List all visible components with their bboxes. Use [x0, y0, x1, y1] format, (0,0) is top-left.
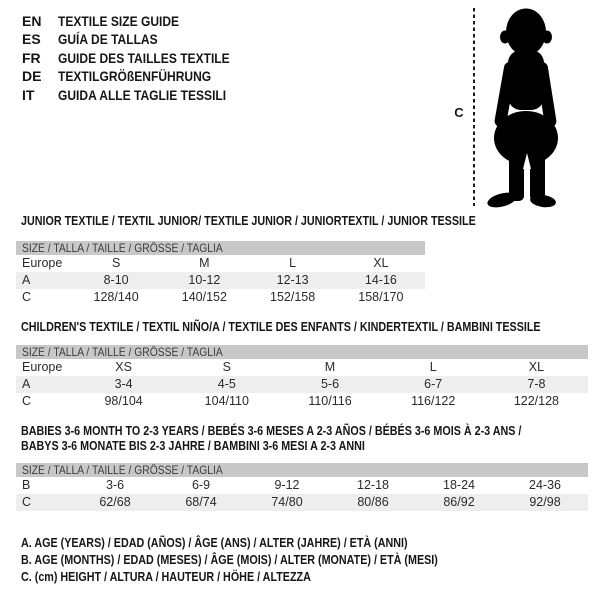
language-code: EN: [22, 13, 42, 29]
row-value: 10-12: [188, 273, 221, 287]
section-children: [16, 320, 588, 410]
language-row: [22, 49, 258, 67]
row-value: 158/170: [358, 290, 404, 304]
section-title-text: BABIES 3-6 MONTH TO 2-3 YEARS / BEBÉS 3-6 MESES A 2-3 AÑOS / BÉBÉS 3-6 MOIS À 2-3 ANS /: [21, 424, 522, 438]
row-value: L: [289, 256, 297, 270]
row-value: 140/152: [181, 290, 227, 304]
language-row: [22, 12, 258, 30]
table-row: [16, 477, 588, 494]
row-value: M: [199, 256, 210, 270]
footnote-text: B. AGE (MONTHS) / EDAD (MESES) / ÂGE (MOIS) / ALTER (MONATE) / ETÀ (MESI): [21, 553, 438, 567]
height-measure-label: C: [454, 105, 464, 120]
size-header-text: SIZE / TALLA / TAILLE / GRÖSSE / TAGLIA: [22, 345, 223, 359]
language-row: [22, 86, 258, 104]
row-value: 128/140: [93, 290, 139, 304]
row-value: XL: [373, 256, 389, 270]
row-value: 68/74: [185, 495, 217, 509]
row-label: A: [22, 377, 31, 391]
row-value: 98/104: [104, 394, 143, 408]
section-title-text: JUNIOR TEXTILE / TEXTIL JUNIOR/ TEXTILE JUNIOR / JUNIORTEXTIL / JUNIOR TESSILE: [21, 214, 476, 228]
row-value: 86/92: [443, 495, 475, 509]
language-row: [22, 67, 258, 85]
language-header: [22, 12, 258, 104]
size-header-bar: [16, 345, 588, 359]
row-value: 3-6: [105, 478, 125, 492]
row-value: 110/116: [308, 394, 352, 408]
row-label: Europe: [22, 360, 63, 374]
row-value: L: [429, 360, 437, 374]
row-value: 116/122: [411, 394, 456, 408]
table-row: [16, 393, 588, 410]
language-guide-title: TEXTILGRÖßENFÜHRUNG: [58, 68, 212, 85]
row-value: 74/80: [271, 495, 303, 509]
table-row: [16, 289, 425, 306]
size-header-bar: [16, 241, 425, 255]
footnote-line: [16, 535, 506, 552]
height-measure-line: [473, 8, 475, 206]
row-value: S: [222, 360, 231, 374]
table-row: [16, 376, 588, 393]
footnote-text: A. AGE (YEARS) / EDAD (AÑOS) / ÂGE (ANS) / ALTER (JAHRE) / ETÀ (ANNI): [21, 536, 408, 550]
row-value: 122/128: [513, 394, 559, 408]
footnote-text: C. (cm) HEIGHT / ALTURA / HAUTEUR / HÖHE / ALTEZZA: [21, 570, 311, 584]
row-value: 12-18: [357, 478, 389, 492]
row-label: C: [22, 495, 32, 509]
section-title: [16, 214, 476, 229]
toddler-silhouette-icon: [480, 4, 572, 210]
section-babies: [16, 424, 588, 511]
row-value: 6-7: [424, 377, 443, 391]
section-title-text: CHILDREN'S TEXTILE / TEXTIL NIÑO/A / TEXTILE DES ENFANTS / KINDERTEXTIL / BAMBINI TESSILE: [21, 320, 541, 334]
language-guide-title: GUIDE DES TAILLES TEXTILE: [58, 49, 230, 66]
row-value: 24-36: [529, 478, 561, 492]
language-guide-title: TEXTILE SIZE GUIDE: [58, 13, 180, 29]
row-value: 9-12: [274, 478, 300, 492]
row-value: XL: [528, 360, 545, 374]
language-code: IT: [22, 86, 35, 103]
row-label: C: [22, 394, 32, 408]
language-code: ES: [22, 31, 41, 48]
table-row: [16, 494, 588, 511]
row-value: 18-24: [443, 478, 475, 492]
size-table: [16, 463, 588, 511]
row-label: C: [22, 290, 32, 304]
footnote-line: [16, 569, 506, 586]
row-value: 12-13: [276, 273, 309, 287]
language-guide-title: GUÍA DE TALLAS: [58, 31, 158, 48]
section-junior: [16, 214, 476, 306]
footnote-line: [16, 552, 506, 569]
table-row: [16, 359, 588, 376]
row-value: XS: [115, 360, 132, 374]
language-row: [22, 30, 258, 48]
language-code: FR: [22, 49, 41, 66]
legend-footnotes: [16, 535, 506, 586]
size-header-text: SIZE / TALLA / TAILLE / GRÖSSE / TAGLIA: [22, 463, 223, 477]
row-value: 5-6: [320, 377, 340, 391]
row-label: Europe: [22, 256, 63, 270]
row-value: 152/158: [270, 290, 316, 304]
row-value: S: [111, 256, 121, 270]
size-table: [16, 241, 425, 306]
section-title: [16, 439, 588, 454]
row-value: 104/110: [204, 394, 249, 408]
row-value: 7-8: [527, 377, 546, 391]
row-value: 14-16: [364, 273, 397, 287]
row-value: 80/86: [357, 495, 389, 509]
row-value: 92/98: [529, 495, 561, 509]
size-header-text: SIZE / TALLA / TAILLE / GRÖSSE / TAGLIA: [22, 241, 223, 255]
size-table: [16, 345, 588, 410]
row-label: A: [22, 273, 31, 287]
row-label: B: [22, 478, 31, 492]
table-row: [16, 272, 425, 289]
size-header-bar: [16, 463, 588, 477]
section-title: [16, 320, 588, 335]
row-value: 8-10: [103, 273, 129, 287]
language-guide-title: GUIDA ALLE TAGLIE TESSILI: [58, 86, 227, 103]
section-title: [16, 424, 588, 439]
row-value: M: [324, 360, 336, 374]
row-value: 4-5: [217, 377, 236, 391]
row-value: 3-4: [114, 377, 133, 391]
row-value: 62/68: [99, 495, 131, 509]
table-row: [16, 255, 425, 272]
language-code: DE: [22, 68, 42, 85]
row-value: 6-9: [191, 478, 211, 492]
section-title-text: BABYS 3-6 MONATE BIS 2-3 JAHRE / BAMBINI 3-6 MESI A 2-3 ANNI: [21, 439, 365, 453]
